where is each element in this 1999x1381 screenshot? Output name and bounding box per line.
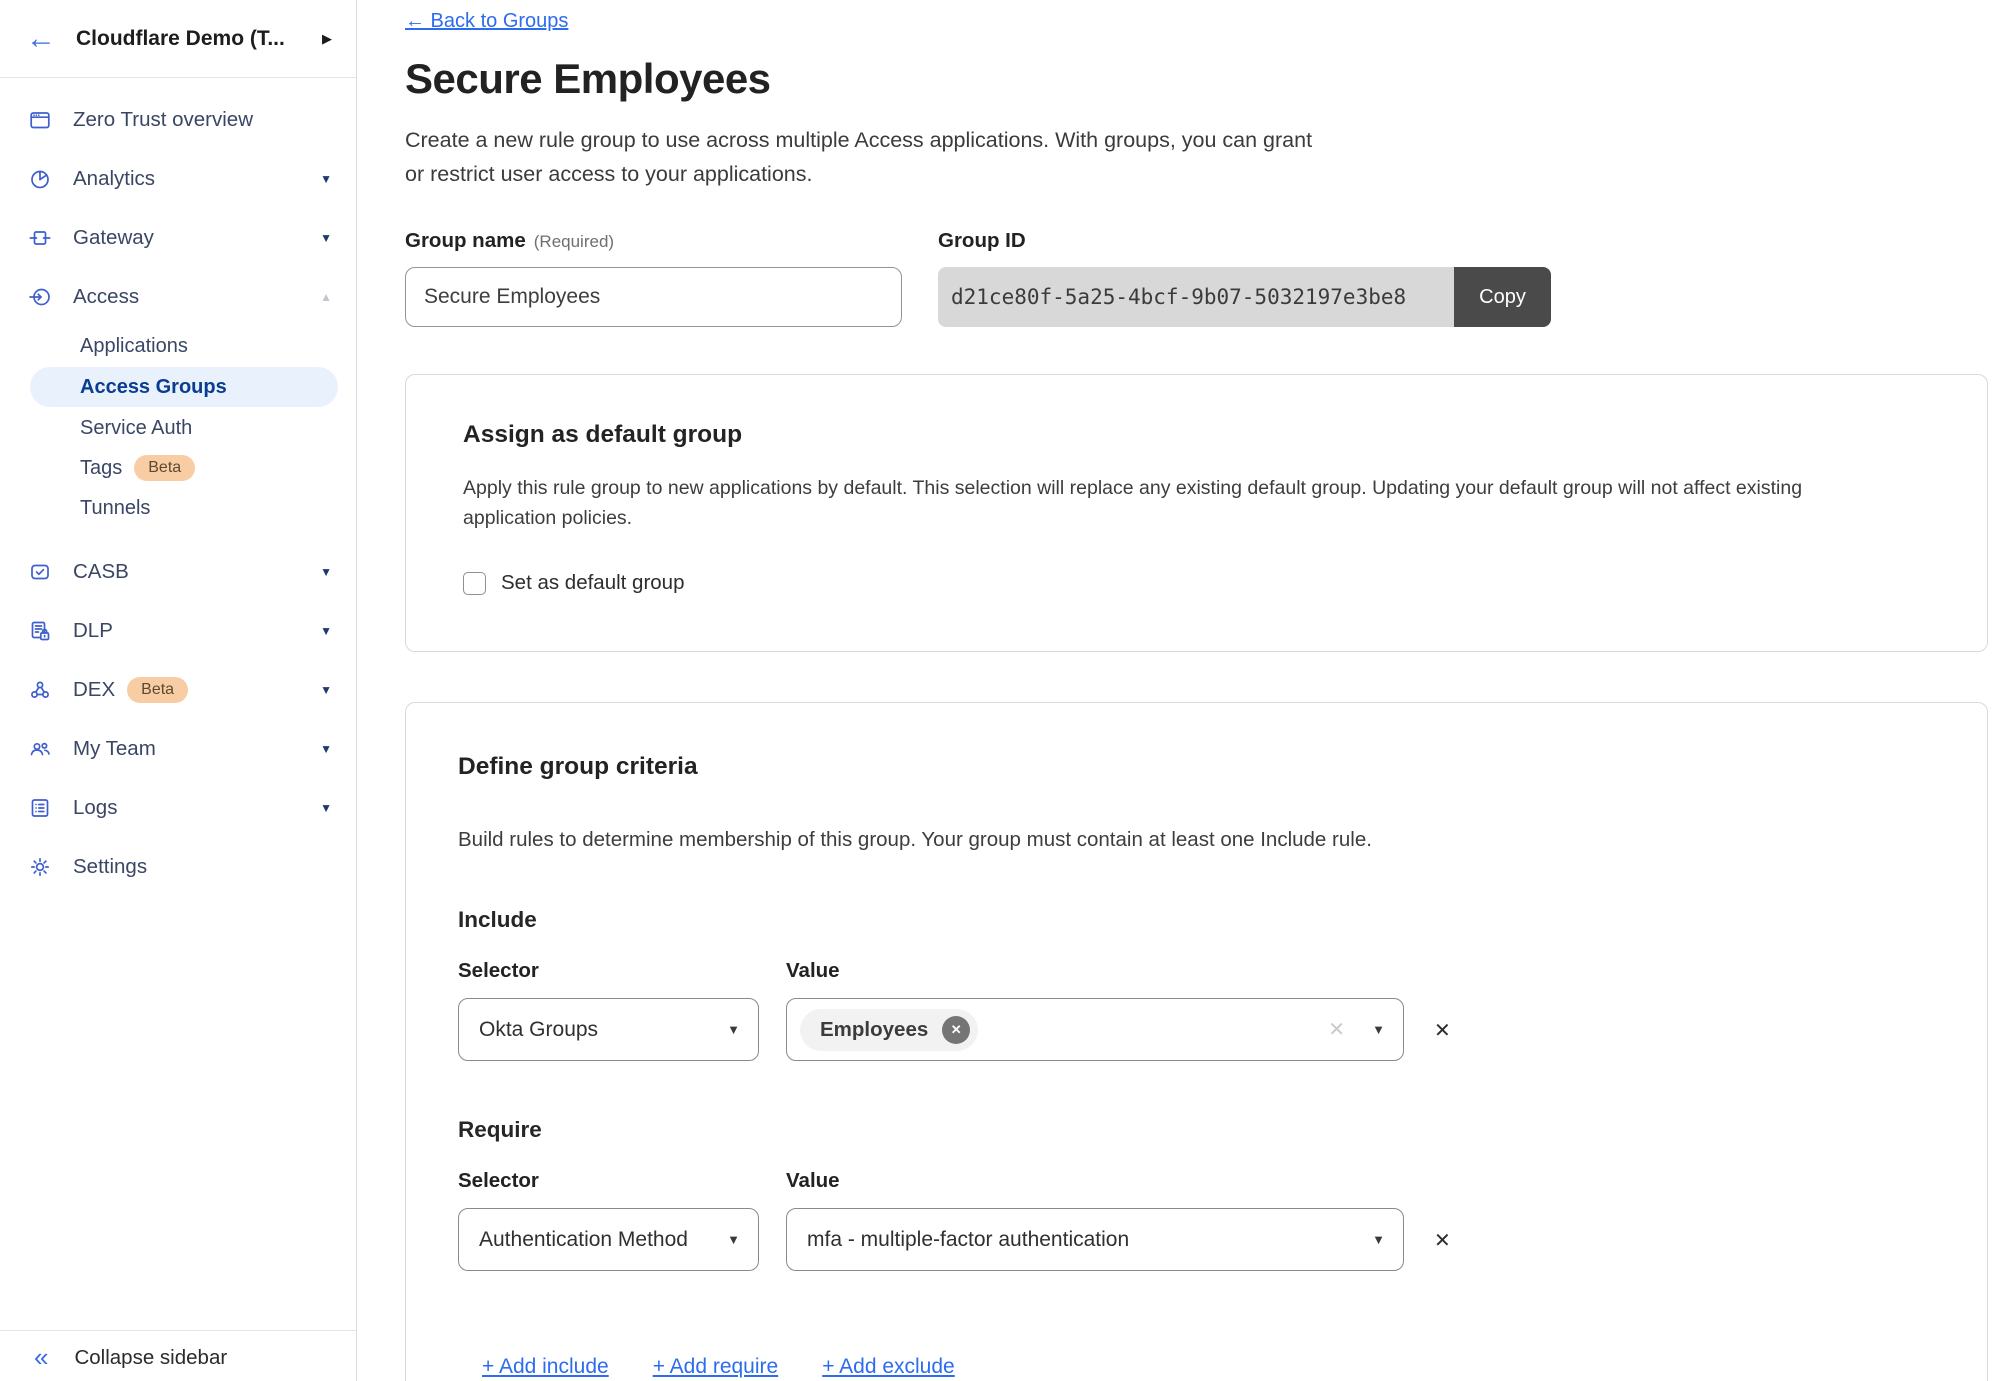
include-selector-select[interactable]: [458, 998, 759, 1061]
sidebar-item-label: My Team: [73, 736, 156, 760]
remove-include-rule-icon[interactable]: ✕: [1434, 1020, 1451, 1042]
sidebar-item-tags[interactable]: [0, 448, 356, 488]
sidebar-item-dex[interactable]: [0, 660, 356, 719]
include-selector-col: [458, 959, 759, 1061]
sidebar-item-my-team[interactable]: [0, 719, 356, 778]
sidebar-item-label: Settings: [73, 854, 148, 878]
log-list-icon: [28, 796, 52, 820]
remove-require-rule-icon[interactable]: ✕: [1434, 1230, 1451, 1252]
require-value-select[interactable]: [786, 1208, 1404, 1271]
collapse-sidebar-button[interactable]: [0, 1330, 356, 1381]
group-name-label: Group name: [405, 229, 526, 252]
back-arrow-icon[interactable]: ←: [26, 21, 56, 55]
add-require-link[interactable]: + Add require: [652, 1355, 779, 1378]
value-label: Value: [786, 1169, 840, 1192]
value-chip: [800, 1009, 978, 1051]
account-name[interactable]: Cloudflare Demo (T...: [76, 26, 285, 50]
group-id-field: [938, 229, 1551, 327]
sidebar-item-access-groups[interactable]: [30, 367, 338, 407]
back-to-groups-link[interactable]: ← Back to Groups: [405, 10, 569, 32]
page-description: [405, 123, 1988, 191]
gateway-icon: [28, 226, 52, 250]
require-value-col: [786, 1169, 1404, 1271]
chevron-down-icon: ▼: [320, 800, 332, 815]
set-default-checkbox-row[interactable]: [463, 571, 685, 595]
require-value-text: mfa - multiple-factor authentication: [807, 1227, 1130, 1251]
value-label: Value: [786, 959, 840, 982]
default-group-card: [405, 374, 1988, 652]
beta-badge: Beta: [134, 455, 195, 481]
window-icon: [28, 108, 52, 132]
include-value-col: [786, 959, 1404, 1061]
chevron-down-icon: ▼: [1372, 1232, 1385, 1247]
chevron-down-icon: ▼: [320, 741, 332, 756]
include-heading: Include: [458, 907, 537, 932]
page-description-line: Create a new rule group to use across multiple Access applications. With groups, you can grant: [405, 128, 1313, 152]
page-title: Secure Employees: [405, 55, 771, 102]
require-rule-row: [458, 1169, 1927, 1271]
chevron-up-icon: ▲: [320, 289, 332, 304]
network-nodes-icon: [28, 678, 52, 702]
chevron-down-icon: ▼: [320, 564, 332, 579]
add-include-link[interactable]: + Add include: [482, 1355, 609, 1378]
value-chip-label: Employees: [820, 1017, 929, 1041]
sidebar-item-logs[interactable]: [0, 778, 356, 837]
sidebar-subitem-label: Tunnels: [80, 496, 151, 519]
sidebar-item-label: DLP: [73, 618, 113, 642]
document-lock-icon: [28, 619, 52, 643]
required-hint: (Required): [533, 232, 615, 251]
beta-badge: Beta: [127, 677, 188, 703]
criteria-card-description: Build rules to determine membership of this group. Your group must contain at least one Include rule.: [458, 828, 1372, 851]
gear-icon: [28, 855, 52, 879]
copy-button[interactable]: Copy: [1454, 267, 1551, 327]
criteria-card: [405, 702, 1988, 1381]
sidebar-subitem-label: Access Groups: [80, 375, 227, 398]
sidebar: [0, 0, 357, 1381]
sidebar-item-label: Access: [73, 284, 140, 308]
set-default-checkbox-label: Set as default group: [501, 571, 685, 594]
chevron-down-icon: ▼: [320, 623, 332, 638]
sidebar-item-settings[interactable]: [0, 837, 356, 896]
default-group-card-description: Apply this rule group to new applications by default. This selection will replace any existing default group. Updating your default group will not affect existing application policies.: [463, 477, 1803, 529]
chevron-down-icon: ▼: [320, 230, 332, 245]
collapse-sidebar-label: Collapse sidebar: [74, 1346, 228, 1369]
default-group-card-title: Assign as default group: [463, 421, 743, 448]
sidebar-item-label: DEX: [73, 677, 116, 701]
sidebar-item-label: Logs: [73, 795, 118, 819]
require-heading: Require: [458, 1117, 542, 1142]
group-id-value: d21ce80f-5a25-4bcf-9b07-5032197e3be8: [938, 267, 1454, 327]
sidebar-item-label: CASB: [73, 559, 129, 583]
selector-label: Selector: [458, 1169, 539, 1192]
sidebar-item-label: Analytics: [73, 166, 156, 190]
sidebar-header: [0, 0, 356, 78]
sidebar-item-gateway[interactable]: [0, 208, 356, 267]
add-exclude-link[interactable]: + Add exclude: [822, 1355, 955, 1378]
sidebar-item-access[interactable]: [0, 267, 356, 326]
sidebar-item-dlp[interactable]: [0, 601, 356, 660]
collapse-icon: «: [34, 1342, 49, 1372]
sidebar-subitem-label: Service Auth: [80, 416, 193, 439]
require-selector-col: [458, 1169, 759, 1271]
sidebar-item-service-auth[interactable]: [0, 408, 356, 448]
sidebar-subitem-label: Applications: [80, 334, 188, 357]
group-name-input[interactable]: [405, 267, 902, 327]
clear-values-icon[interactable]: ✕: [1328, 1019, 1345, 1041]
sidebar-item-label: Gateway: [73, 225, 154, 249]
require-selector-value: Authentication Method: [479, 1227, 688, 1251]
login-arrow-icon: [28, 285, 52, 309]
pie-chart-icon: [28, 167, 52, 191]
sidebar-nav: [0, 78, 356, 1330]
main-content: [357, 0, 1999, 1381]
sidebar-item-zero-trust-overview[interactable]: [0, 90, 356, 149]
sidebar-item-casb[interactable]: [0, 542, 356, 601]
chevron-down-icon: ▼: [320, 682, 332, 697]
chevron-down-icon: ▼: [320, 171, 332, 186]
chevron-down-icon: ▼: [1372, 1022, 1385, 1037]
sidebar-item-applications[interactable]: [0, 326, 356, 366]
criteria-card-title: Define group criteria: [458, 753, 698, 780]
rule-actions: [482, 1355, 1927, 1379]
include-selector-value: Okta Groups: [479, 1017, 599, 1041]
sidebar-item-tunnels[interactable]: [0, 488, 356, 528]
team-icon: [28, 737, 52, 761]
group-name-field: [405, 229, 902, 327]
chevron-down-icon: ▼: [727, 1232, 740, 1247]
sidebar-item-analytics[interactable]: [0, 149, 356, 208]
set-default-checkbox[interactable]: [463, 572, 486, 595]
include-rule-row: [458, 959, 1927, 1061]
sidebar-subitem-label: Tags: [80, 456, 123, 479]
page-description-line: or restrict user access to your applications.: [405, 162, 813, 186]
remove-chip-icon[interactable]: ✕: [942, 1016, 970, 1044]
selector-label: Selector: [458, 959, 539, 982]
expand-account-icon[interactable]: ▶: [322, 30, 332, 46]
group-name-id-row: [405, 229, 1988, 327]
require-selector-select[interactable]: [458, 1208, 759, 1271]
sidebar-item-label: Zero Trust overview: [73, 107, 253, 131]
chevron-down-icon: ▼: [727, 1022, 740, 1037]
include-value-multiselect[interactable]: [786, 998, 1404, 1061]
group-id-label: Group ID: [938, 229, 1026, 252]
cloud-app-check-icon: [28, 560, 52, 584]
